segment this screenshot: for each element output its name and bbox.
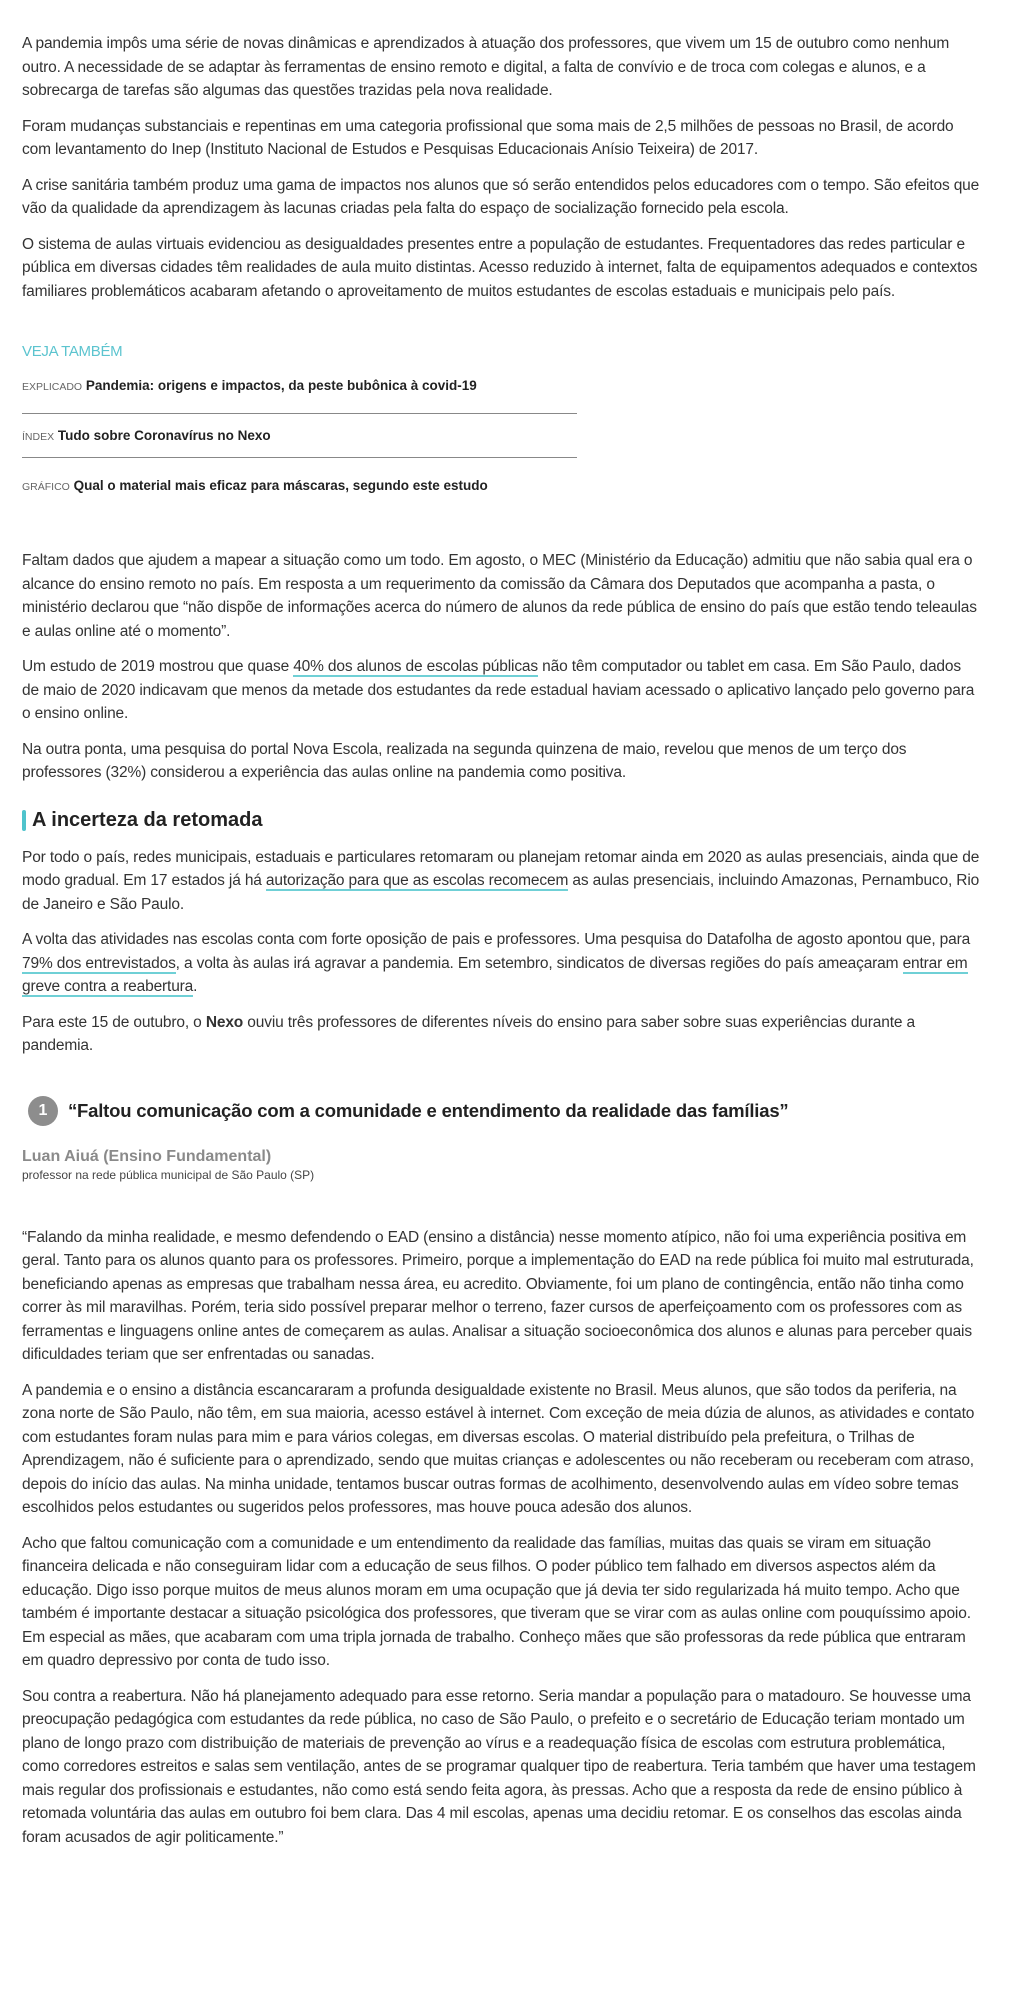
paragraph (22, 846, 982, 917)
teacher-role: professor na rede pública municipal de São Paulo (SP) (22, 1167, 315, 1182)
see-also-box (22, 343, 577, 499)
see-also-tag: GRÁFICO (22, 481, 70, 493)
heading-accent-bar (22, 810, 26, 831)
text: ouviu três professores de diferentes níveis do ensino para saber sobre suas experiências durante a pandemia. (22, 1013, 915, 1054)
link-79-percent[interactable]: 79% dos entrevistados (22, 954, 176, 972)
see-also-title: VEJA TAMBÉM (22, 343, 123, 360)
see-also-label[interactable]: Tudo sobre Coronavírus no Nexo (57, 428, 271, 443)
paragraph: Faltam dados que ajudem a mapear a situação como um todo. Em agosto, o MEC (Ministério da Educação) admitiu que não sabia qual era o alcance do ensino remoto no país. Em resposta a um requerimento da comissão da Câmara dos Deputados que acompanha a pasta, o ministério declarou que “não dispõe de informações acerca do número de alunos da rede pública de ensino do país que estão tendo teleaulas e aulas online até o momento”. (22, 552, 977, 640)
testimony-paragraph: A pandemia e o ensino a distância escancararam a profunda desigualdade existente no Brasil. Meus alunos, que são todos da periferia, na zona norte de São Paulo, não têm, em sua maioria, acesso estável à internet. Com exceção de meia dúzia de alunos, as atividades e contato com estudantes foram nulas para mim e para vários colegas, em diversas escolas. O material distribuído pela prefeitura, o Trilhas de Aprendizagem, não é suficiente para o aprendizado, sendo que muitas crianças e adolescentes ou não receberam ou receberam com atraso, depois do início das aulas. Na minha unidade, tentamos buscar outras formas de acolhimento, desenvolvendo aulas em vídeo sobre temas escolhidos pelos estudantes ou sugeridos pelos professores, mas houve pouca adesão dos alunos. (22, 1381, 975, 1516)
section-heading (22, 809, 982, 832)
see-also-tag: EXPLICADO (22, 381, 83, 393)
see-also-label[interactable]: Qual o material mais eficaz para máscaras, segundo este estudo (73, 478, 488, 493)
paragraph: Na outra ponta, uma pesquisa do portal Nova Escola, realizada na segunda quinzena de maio, revelou que menos de um terço dos professores (32%) considerou a experiência das aulas online na pandemia como positiva. (22, 740, 907, 781)
testimony-paragraph: “Falando da minha realidade, e mesmo defendendo o EAD (ensino a distância) nesse momento atípico, não foi uma experiência positiva em geral. Tanto para os alunos quanto para os professores. Primeiro, porque a implementação do EAD na rede pública foi muito mal estruturada, beneficiando apenas as empresas que trabalham nessa área, eu acredito. Obviamente, foi um plano de contingência, então não tinha como correr às mil maravilhas. Porém, teria sido possível preparar melhor o terreno, fazer cursos de aperfeiçoamento com os professores com as ferramentas e linguagens online antes de começarem as aulas. Analisar a situação socioeconômica dos alunos e alunas para perceber quais dificuldades teriam que ser enfrentadas ou sanadas. (22, 1228, 974, 1363)
testimony-paragraph: Sou contra a reabertura. Não há planejamento adequado para esse retorno. Seria mandar a população para o matadouro. Se houvesse uma preocupação pedagógica com estudantes da rede pública, no caso de São Paulo, o prefeito e o secretário de Educação teriam montado um plano de longo prazo com distribuição de materiais de prevenção ao vírus e a readequação física de escolas com estrutura problemática, como corredores estreitos e salas sem ventilação, antes de se programar qualquer tipo de reabertura. Teria também que haver uma testagem mais regular dos profissionais e estudantes, não como está sendo feita agora, às pressas. Acho que a resposta da rede de ensino público à retomada voluntária das aulas em outubro foi bem clara. Das 4 mil escolas, apenas uma decidiu retomar. E os conselhos das escolas ainda foram acusados de agir politicamente.” (22, 1687, 976, 1846)
see-also-link[interactable] (22, 372, 577, 399)
text: Um estudo de 2019 mostrou que quase (22, 658, 294, 675)
teacher-name: Luan Aiuá (Ensino Fundamental) (22, 1147, 272, 1165)
text: , a volta às aulas irá agravar a pandemia. Em setembro, sindicatos de diversas regiões do país ameaçaram (175, 954, 903, 972)
divider (22, 457, 577, 458)
text: não têm computador ou tablet em casa. Em São Paulo, dados de maio de 2020 indicavam que menos da metade dos estudantes da rede estadual haviam acessado o aplicativo lançado pelo governo para o ensino online. (22, 658, 975, 722)
paragraph: A crise sanitária também produz uma gama de impactos nos alunos que só serão entendidos pelos educadores com o tempo. São efeitos que vão da qualidade da aprendizagem às lacunas criadas pela falta do espaço de socialização fornecido pela escola. (22, 176, 980, 217)
see-also-label[interactable]: Pandemia: origens e impactos, da peste bubônica à covid-19 (85, 378, 477, 393)
paragraph: O sistema de aulas virtuais evidenciou as desigualdades presentes entre a população de estudantes. Frequentadores das redes particular e pública em diversas cidades têm realidades de aula muito distintas. Acesso reduzido à internet, falta de equipamentos adequados e contextos familiares problemáticos acabaram afetando o aproveitamento de muitos estudantes de escolas estaduais e municipais pelo país. (22, 235, 978, 300)
link-40-percent[interactable]: 40% dos alunos de escolas públicas (293, 658, 538, 675)
text: Para este 15 de outubro, o (22, 1013, 206, 1031)
brand-name: Nexo (205, 1013, 244, 1031)
number-badge: 1 (28, 1096, 58, 1126)
paragraph (22, 928, 982, 999)
see-also-tag: ÍNDEX (22, 431, 55, 443)
divider (22, 413, 577, 414)
link-strike[interactable]: entrar em greve contra a reabertura (22, 954, 968, 995)
text: Por todo o país, redes municipais, estaduais e particulares retomaram ou planejam retomar ainda em 2020 as aulas presenciais, ainda que de modo gradual. Em 17 estados já há (22, 848, 980, 889)
text: A volta das atividades nas escolas conta com forte oposição de pais e professores. Uma pesquisa do Datafolha de agosto apontou que, para (22, 931, 971, 948)
link-authorization[interactable]: autorização para que as escolas recomecem (265, 872, 569, 889)
paragraph: A pandemia impôs uma série de novas dinâmicas e aprendizados à atuação dos professores, que vivem um 15 de outubro como nenhum outro. A necessidade de se adaptar às ferramentas de ensino remoto e digital, a falta de convívio e de troca com colegas e alunos, e a sobrecarga de tarefas são algumas das questões trazidas pela nova realidade. (22, 35, 950, 99)
paragraph (22, 655, 982, 726)
testimony-paragraph: Acho que faltou comunicação com a comunidade e um entendimento da realidade das famílias, muitas das quais se viram em situação financeira delicada e não conseguiram lidar com a educação de seus filhos. O poder público tem falhado em diversos aspectos além da educação. Digo isso porque muitos de meus alunos moram em uma ocupação que já devia ter sido regularizada há muito tempo. Acho que também é importante destacar a situação psicológica dos professores, que tiveram que se virar com as aulas online com pouquíssimo apoio. Em especial as mães, que acabaram com uma tripla jornada de trabalho. Conheço mães que são professoras da rede pública que entraram em quadro depressivo por conta de tudo isso. (22, 1534, 971, 1669)
text: as aulas presenciais, incluindo Amazonas, Pernambuco, Rio de Janeiro e São Paulo. (22, 872, 980, 913)
testimony-title: “Faltou comunicação com a comunidade e entendimento da realidade das famílias” (68, 1099, 789, 1121)
testimony-heading (22, 1096, 982, 1126)
see-also-link[interactable] (22, 422, 577, 449)
paragraph (22, 1011, 982, 1058)
section-title: A incerteza da retomada (32, 808, 263, 831)
paragraph: Foram mudanças substanciais e repentinas em uma categoria profissional que soma mais de 2,5 milhões de pessoas no Brasil, de acordo com levantamento do Inep (Instituto Nacional de Estudos e Pesquisas Educacionais Anísio Teixeira) de 2017. (22, 117, 954, 158)
see-also-link[interactable] (22, 472, 577, 499)
text: . (193, 978, 198, 995)
